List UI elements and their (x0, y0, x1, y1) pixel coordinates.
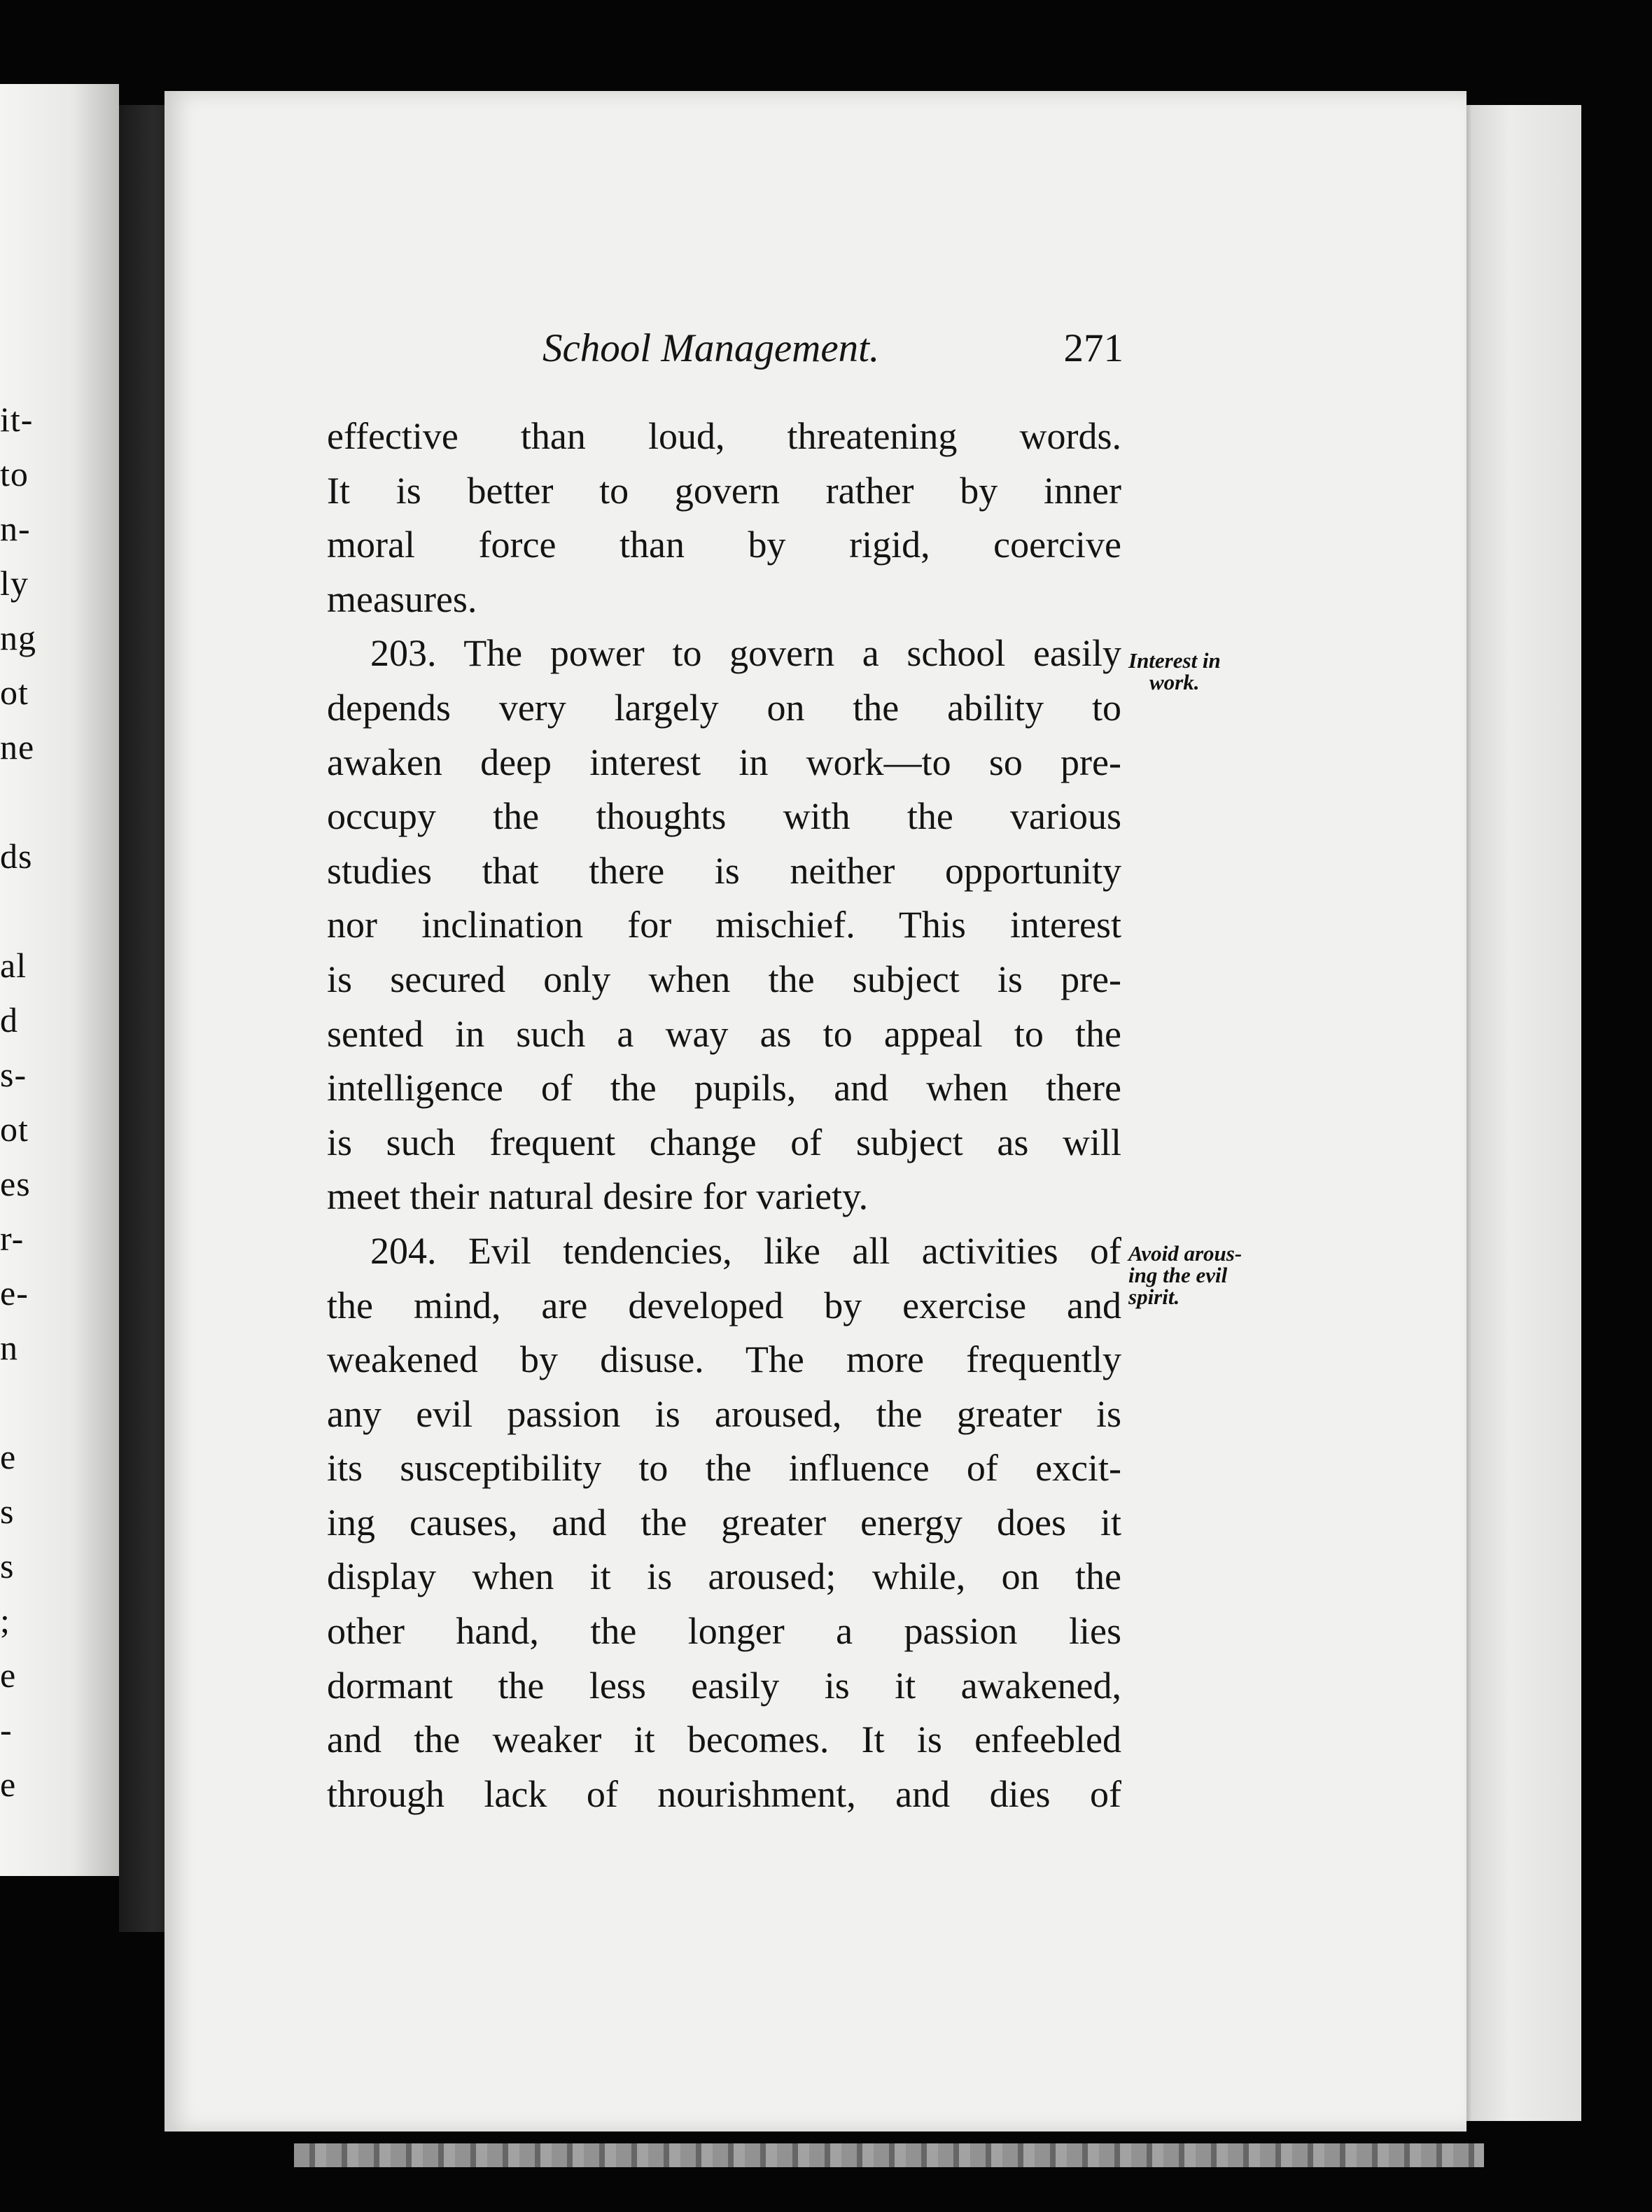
left-fragment: d (0, 1000, 18, 1040)
left-fragment: ot (0, 1110, 29, 1149)
margin-note-line: Avoid arous- (1128, 1241, 1242, 1266)
left-fragment: es (0, 1164, 31, 1203)
text-line: awaken deep interest in work—to so pre- (327, 741, 1121, 783)
left-fragment: r- (0, 1219, 24, 1258)
left-fragment: e- (0, 1273, 29, 1312)
paragraph-204-first-line: 204. Evil tendencies, like all activities of (370, 1229, 1121, 1272)
text-line: meet their natural desire for variety. (327, 1175, 869, 1218)
next-leaf-edge (1460, 105, 1581, 2121)
left-fragment: e (0, 1765, 17, 1804)
text-line: ing causes, and the greater energy does it (327, 1501, 1121, 1544)
text-line: the mind, are developed by exercise and (327, 1284, 1121, 1326)
left-fragment: e (0, 1437, 17, 1476)
margin-note-line: work. (1149, 670, 1200, 694)
left-fragment: ng (0, 618, 36, 657)
left-fragment: n (0, 1328, 18, 1367)
left-fragment: ly (0, 564, 29, 603)
previous-page-fragment (0, 84, 119, 1876)
left-fragment: - (0, 1710, 13, 1749)
running-header (542, 326, 1124, 382)
text-line: its susceptibility to the influence of excit- (327, 1447, 1121, 1490)
paragraph-203-first-line: 203. The power to govern a school easily (370, 632, 1121, 675)
left-fragment: to (0, 454, 29, 493)
text-line: through lack of nourishment, and dies of (327, 1772, 1121, 1815)
text-line: sented in such a way as to appeal to the (327, 1012, 1121, 1055)
text-line: is such frequent change of subject as will (327, 1121, 1121, 1163)
left-fragment: ds (0, 836, 33, 876)
text-line: intelligence of the pupils, and when there (327, 1067, 1121, 1110)
left-fragment: n- (0, 509, 31, 548)
margin-note-line: spirit. (1128, 1284, 1180, 1309)
margin-note-line: Interest in (1128, 648, 1221, 673)
margin-note-line: ing the evil (1128, 1263, 1228, 1287)
left-fragment: s (0, 1546, 15, 1586)
text-line: It is better to govern rather by inner (327, 469, 1121, 512)
text-line: any evil passion is aroused, the greater is (327, 1392, 1121, 1435)
text-line: display when it is aroused; while, on the (327, 1555, 1121, 1598)
left-fragment: ot (0, 673, 29, 712)
left-fragment: it- (0, 400, 34, 439)
left-fragment: al (0, 946, 27, 985)
left-fragment: e (0, 1656, 17, 1695)
text-line: nor inclination for mischief. This interest (327, 904, 1121, 946)
text-line: weakened by disuse. The more frequently (327, 1338, 1121, 1381)
text-line: depends very largely on the ability to (327, 686, 1121, 729)
text-line: studies that there is neither opportunity (327, 849, 1121, 892)
page-bottom-edge (294, 2143, 1484, 2167)
margin-note-interest (1128, 650, 1221, 693)
left-fragment: s (0, 1492, 15, 1531)
text-line: occupy the thoughts with the various (327, 795, 1121, 838)
margin-note-avoid (1128, 1242, 1242, 1308)
text-line: and the weaker it becomes. It is enfeebled (327, 1718, 1121, 1761)
text-line: moral force than by rigid, coercive (327, 524, 1121, 566)
text-line: dormant the less easily is it awakened, (327, 1664, 1121, 1707)
text-line: measures. (327, 578, 477, 620)
left-fragment: s- (0, 1055, 27, 1094)
text-line: is secured only when the subject is pre- (327, 958, 1121, 1000)
text-line: effective than loud, threatening words. (327, 415, 1121, 457)
body-text (327, 410, 1121, 1821)
left-fragment: ne (0, 727, 35, 766)
left-fragment: ; (0, 1601, 10, 1640)
running-title: School Management. (542, 326, 880, 370)
page-number: 271 (1063, 326, 1124, 370)
text-line: other hand, the longer a passion lies (327, 1610, 1121, 1653)
